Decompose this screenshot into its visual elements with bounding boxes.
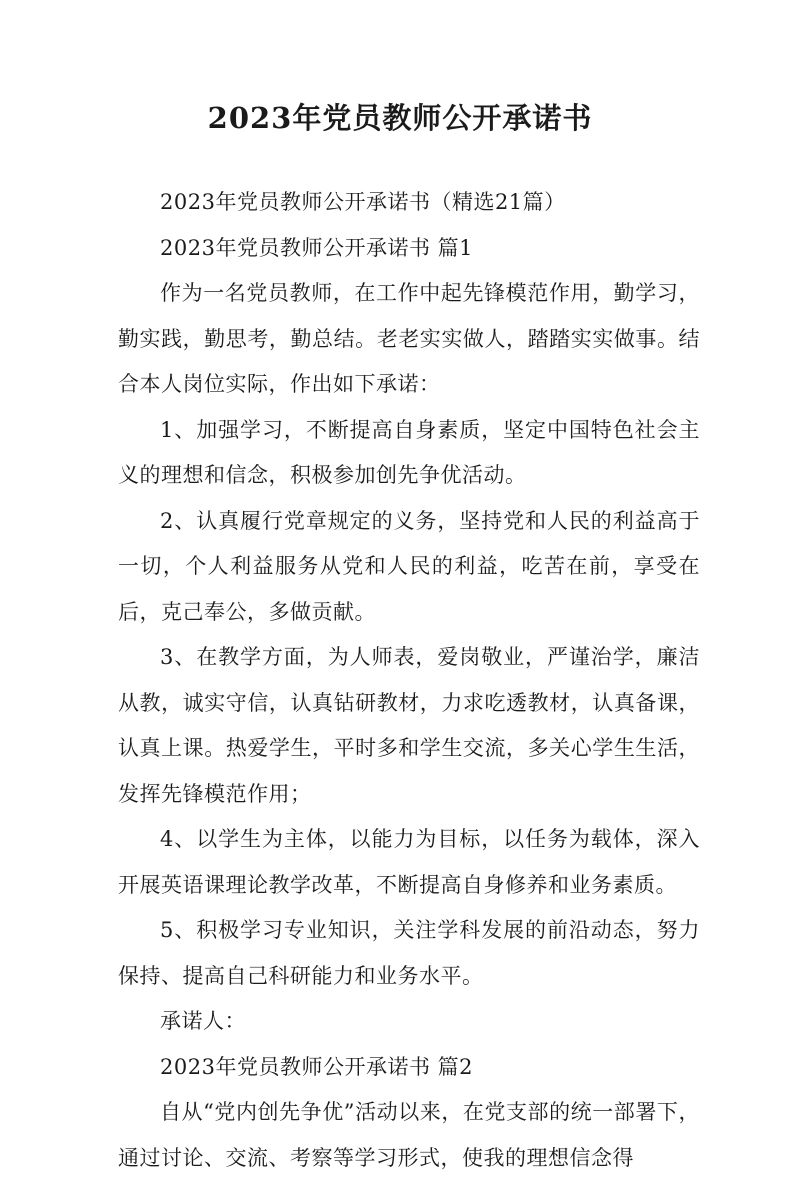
subtitle-paragraph: 2023年党员教师公开承诺书（精选21篇） (160, 190, 566, 214)
pledge-item-5: 5、积极学习专业知识，关注学科发展的前沿动态，努力保持、提高自己科研能力和业务水平。 (118, 918, 700, 988)
pledge-item-2: 2、认真履行党章规定的义务，坚持党和人民的利益高于一切，个人利益服务从党和人民的利益，吃苦在前，享受在后，克己奉公，多做贡献。 (118, 508, 700, 624)
body-paragraph: 自从“党内创先争优”活动以来，在党支部的统一部署下，通过讨论、交流、考察等学习形式，使我的理想信念得 (118, 1100, 700, 1170)
section-heading-2: 2023年党员教师公开承诺书 篇2 (160, 1054, 473, 1079)
body-paragraph: 作为一名党员教师，在工作中起先锋模范作用，勤学习，勤实践，勤思考，勤总结。老老实实做人，踏踏实实做事。结合本人岗位实际，作出如下承诺： (118, 281, 700, 396)
document-title: 2023年党员教师公开承诺书 (207, 101, 593, 135)
section-heading-1: 2023年党员教师公开承诺书 篇1 (160, 235, 473, 260)
pledge-item-4: 4、以学生为主体，以能力为目标，以任务为载体，深入开展英语课理论教学改革，不断提高自身修养和业务素质。 (118, 827, 700, 897)
document-body (118, 180, 700, 1181)
signatory-line: 承诺人： (160, 1009, 246, 1033)
pledge-item-1: 1、加强学习，不断提高自身素质，坚定中国特色社会主义的理想和信念，积极参加创先争优活动。 (118, 417, 700, 487)
pledge-item-3: 3、在教学方面，为人师表，爱岗敬业，严谨治学，廉洁从教，诚实守信，认真钻研教材，力求吃透教材，认真备课，认真上课。热爱学生，平时多和学生交流，多关心学生生活，发挥先锋模范作用； (118, 645, 700, 806)
